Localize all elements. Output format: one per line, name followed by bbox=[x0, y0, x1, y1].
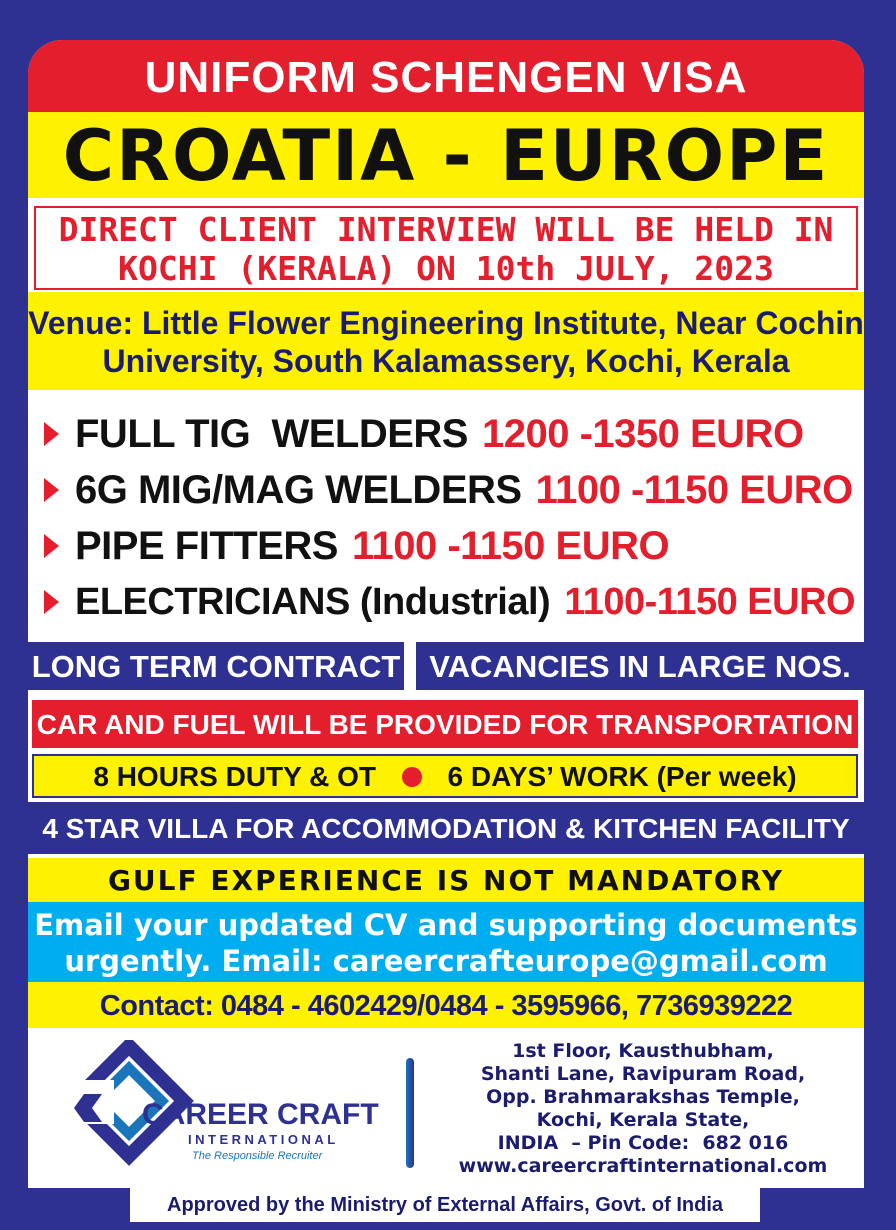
address-line: 1st Floor, Kausthubham, bbox=[512, 1040, 774, 1062]
career-craft-logo bbox=[54, 1040, 384, 1170]
experience-banner bbox=[28, 858, 864, 902]
bullet-triangle-icon bbox=[44, 478, 59, 502]
address-block bbox=[428, 1040, 858, 1178]
job-salary: 1200 -1350 EURO bbox=[481, 411, 804, 456]
logo-name: CAREER CRAFT bbox=[142, 1098, 379, 1131]
contact-banner bbox=[28, 982, 864, 1028]
address-line: INDIA – Pin Code: 682 016 bbox=[497, 1132, 789, 1154]
poster-card bbox=[28, 40, 864, 1188]
contract-badge bbox=[28, 642, 404, 690]
email-line-2[interactable]: urgently. Email: careercrafteurope@gmail.com bbox=[64, 944, 828, 978]
destination-text: CROATIA - EUROPE bbox=[62, 115, 830, 197]
destination-banner bbox=[28, 112, 864, 198]
job-title: FULL TIG WELDERS bbox=[75, 411, 468, 456]
work-days-text: 6 DAYS’ WORK (Per week) bbox=[447, 761, 797, 792]
email-line-1: Email your updated CV and supporting documents bbox=[34, 908, 858, 942]
job-title: ELECTRICIANS (Industrial) bbox=[75, 580, 551, 623]
interview-banner bbox=[28, 198, 864, 290]
bullet-triangle-icon bbox=[44, 534, 59, 558]
accommodation-text: 4 STAR VILLA FOR ACCOMMODATION & KITCHEN FACILITY bbox=[42, 813, 850, 844]
job-item bbox=[44, 462, 864, 518]
visa-type-banner bbox=[28, 40, 864, 112]
address-line: Kochi, Kerala State, bbox=[536, 1109, 750, 1131]
venue-line-1: Venue: Little Flower Engineering Institute, Near Cochin bbox=[28, 305, 864, 341]
visa-type-text: UNIFORM SCHENGEN VISA bbox=[144, 53, 748, 102]
transport-banner bbox=[32, 700, 858, 748]
venue-line-2: University, South Kalamassery, Kochi, Kerala bbox=[102, 343, 790, 379]
website-link[interactable]: www.careercraftinternational.com bbox=[458, 1155, 828, 1177]
separator-dot-icon bbox=[402, 767, 422, 787]
address-line: Shanti Lane, Ravipuram Road, bbox=[480, 1063, 806, 1085]
logo-sub: INTERNATIONAL bbox=[188, 1132, 339, 1147]
experience-text: GULF EXPERIENCE IS NOT MANDATORY bbox=[107, 864, 785, 897]
interview-line-2: KOCHI (KERALA) ON 10th JULY, 2023 bbox=[118, 249, 774, 288]
vacancies-badge bbox=[416, 642, 864, 690]
accommodation-banner bbox=[28, 802, 864, 854]
footer bbox=[28, 1028, 864, 1188]
duty-text: 8 HOURS DUTY & OT bbox=[93, 761, 376, 792]
logo-tagline: The Responsible Recruiter bbox=[192, 1150, 323, 1162]
venue-banner bbox=[28, 292, 864, 390]
email-banner bbox=[28, 902, 864, 982]
job-title: PIPE FITTERS bbox=[75, 523, 338, 568]
job-item bbox=[44, 574, 864, 630]
job-salary: 1100-1150 EURO bbox=[564, 580, 856, 623]
job-salary: 1100 -1150 EURO bbox=[351, 523, 670, 568]
job-item bbox=[44, 406, 864, 462]
job-list bbox=[28, 390, 864, 638]
transport-text: CAR AND FUEL WILL BE PROVIDED FOR TRANSPORTATION bbox=[36, 709, 854, 740]
interview-line-1: DIRECT CLIENT INTERVIEW WILL BE HELD IN bbox=[58, 210, 834, 249]
vacancies-text: VACANCIES IN LARGE NOS. bbox=[429, 649, 851, 684]
job-title: 6G MIG/MAG WELDERS bbox=[75, 467, 522, 512]
address-line: Opp. Brahmarakshas Temple, bbox=[486, 1086, 800, 1108]
job-salary: 1100 -1150 EURO bbox=[535, 467, 853, 512]
contact-text[interactable]: Contact: 0484 - 4602429/0484 - 3595966, 7736939222 bbox=[99, 990, 793, 1022]
approval-note bbox=[130, 1188, 760, 1222]
bullet-triangle-icon bbox=[44, 422, 59, 446]
job-item bbox=[44, 518, 864, 574]
divider-bar bbox=[406, 1058, 414, 1168]
interview-box bbox=[34, 206, 858, 290]
bullet-triangle-icon bbox=[44, 590, 59, 614]
contract-text: LONG TERM CONTRACT bbox=[31, 649, 401, 684]
duty-banner bbox=[32, 754, 858, 798]
approval-text: Approved by the Ministry of External Affairs, Govt. of India bbox=[167, 1194, 723, 1216]
